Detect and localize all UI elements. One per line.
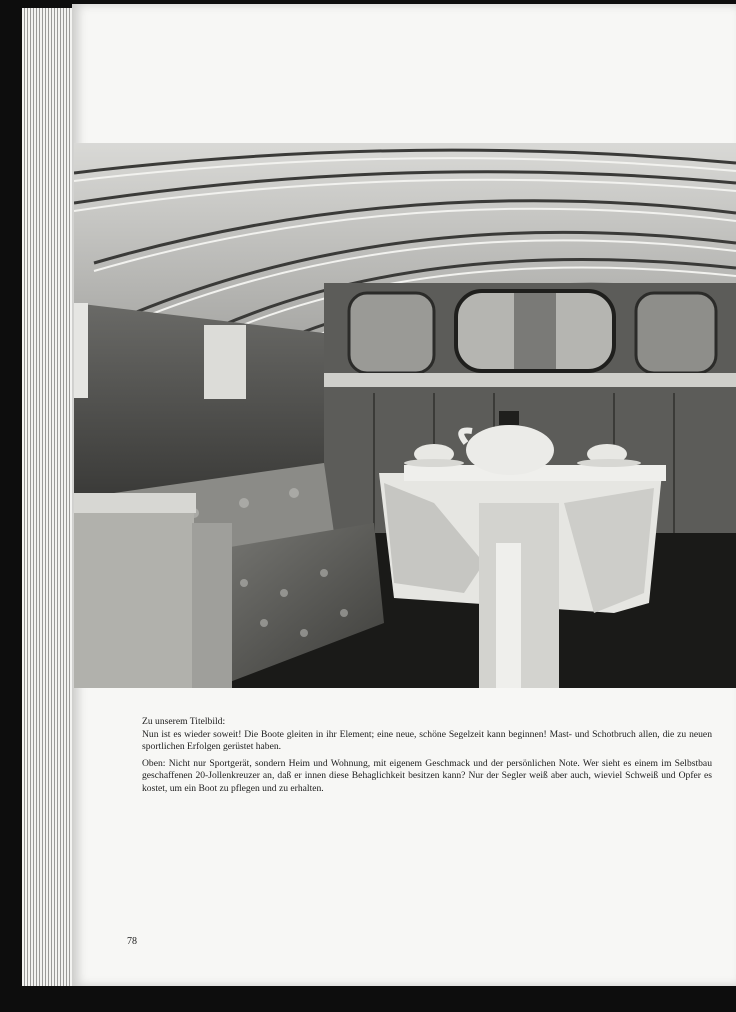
- page-number: 78: [127, 936, 137, 947]
- cabin-photo: [74, 143, 736, 688]
- teapot: [466, 425, 554, 475]
- page-bottom-shadow: [72, 986, 736, 1012]
- wooden-chest: [74, 493, 194, 688]
- book-page-edges: [22, 8, 78, 986]
- caption-paragraph-2: Oben: Nicht nur Sportgerät, sondern Heim und Wohnung, mit eigenem Geschmack und der persönlichen Note. Wer sieht es einem im Selbstbau geschaffenen 20-Jollenkreuzer an, daß er innen diese Behaglichkeit besitzen kann? Nur der Segler weiß aber auch, wieviel Schweiß und Opfer es kostet, um ein Boot zu pflegen und zu erhalten.: [142, 757, 712, 794]
- photo-caption: [142, 716, 712, 796]
- caption-heading: Zu unserem Titelbild:: [142, 716, 226, 727]
- caption-paragraph-1: Nun ist es wieder soweit! Die Boote gleiten in ihr Element; eine neue, schöne Segelzeit kann beginnen! Mast- und Schotbruch allen, die zu neuen sportlichen Erfolgen gerüstet haben.: [142, 728, 712, 753]
